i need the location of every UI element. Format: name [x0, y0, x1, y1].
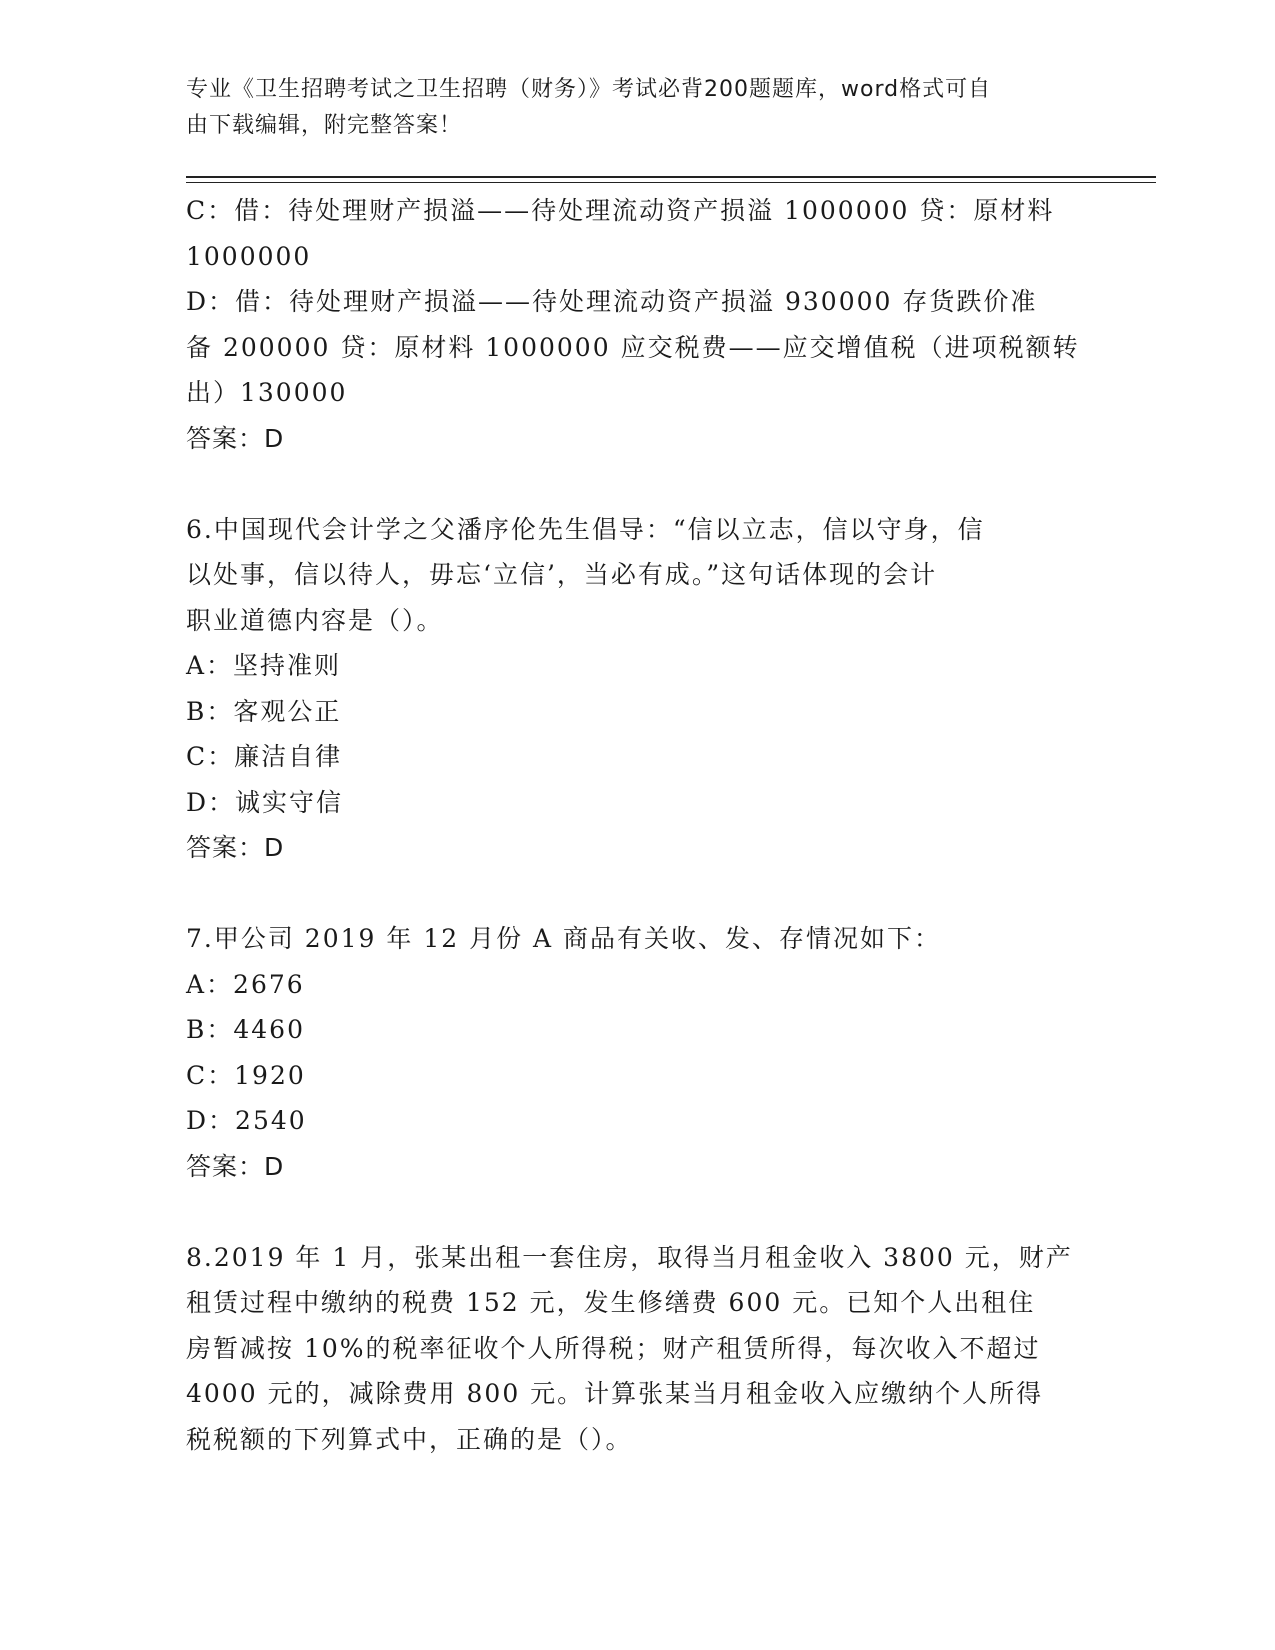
question-6: [186, 507, 1076, 871]
header-divider-thin: [186, 182, 1156, 183]
question-stem-line: 房暂减按 10%的税率征收个人所得税；财产租赁所得，每次收入不超过: [186, 1333, 1041, 1363]
option-d: D：2540: [186, 1106, 307, 1135]
header-divider-thick: [186, 176, 1156, 178]
option-d-line-1: D：借：待处理财产损溢——待处理流动资产损溢 930000 存货跌价准: [186, 287, 1038, 316]
option-c: C：廉洁自律: [186, 742, 343, 771]
option-c-line-1: C：借：待处理财产损溢——待处理流动资产损溢 1000000 贷：原材料: [186, 196, 1055, 225]
question-stem-line: 以处事，信以待人，毋忘‘立信’，当必有成。”这句话体现的会计: [186, 560, 938, 589]
question-stem-line: 税税额的下列算式中，正确的是（）。: [186, 1424, 633, 1454]
question-stem-line: 4000 元的，减除费用 800 元。计算张某当月租金收入应缴纳个人所得: [186, 1379, 1044, 1408]
question-stem-line: 租赁过程中缴纳的税费 152 元，发生修缮费 600 元。已知个人出租住: [186, 1288, 1036, 1317]
spacer: [186, 461, 1076, 507]
question-8: [186, 1235, 1076, 1463]
document-header: [186, 72, 1066, 144]
header-line-1: 专业《卫生招聘考试之卫生招聘（财务）》考试必背200题题库，word格式可自: [186, 77, 992, 102]
option-d: D：诚实守信: [186, 787, 344, 817]
option-a: A：2676: [186, 969, 305, 999]
option-c-line-2: 1000000: [186, 241, 312, 271]
option-c: C：1920: [186, 1060, 306, 1090]
question-stem-line: 6.中国现代会计学之父潘序伦先生倡导：“信以立志，信以守身，信: [186, 514, 985, 544]
question-stem-line: 8.2019 年 1 月，张某出租一套住房，取得当月租金收入 3800 元，财产: [186, 1242, 1073, 1272]
question-5-tail: [186, 188, 1080, 461]
option-d-line-3: 出）130000: [186, 378, 348, 407]
document-body: [186, 188, 1080, 1462]
answer: 答案：D: [186, 1151, 285, 1181]
spacer: [186, 1189, 1076, 1235]
answer: 答案：D: [186, 833, 285, 862]
answer: 答案：D: [186, 423, 285, 453]
option-b: B：客观公正: [186, 696, 342, 726]
spacer: [186, 871, 1076, 917]
question-stem-line: 职业道德内容是（）。: [186, 605, 444, 635]
option-a: A：坚持准则: [186, 651, 342, 680]
question-stem-line: 7.甲公司 2019 年 12 月份 A 商品有关收、发、存情况如下：: [186, 924, 942, 953]
header-line-2: 由下载编辑，附完整答案！: [186, 113, 463, 138]
option-b: B：4460: [186, 1015, 305, 1044]
option-d-line-2: 备 200000 贷：原材料 1000000 应交税费——应交增值税（进项税额转: [186, 332, 1080, 362]
question-7: [186, 916, 1076, 1189]
